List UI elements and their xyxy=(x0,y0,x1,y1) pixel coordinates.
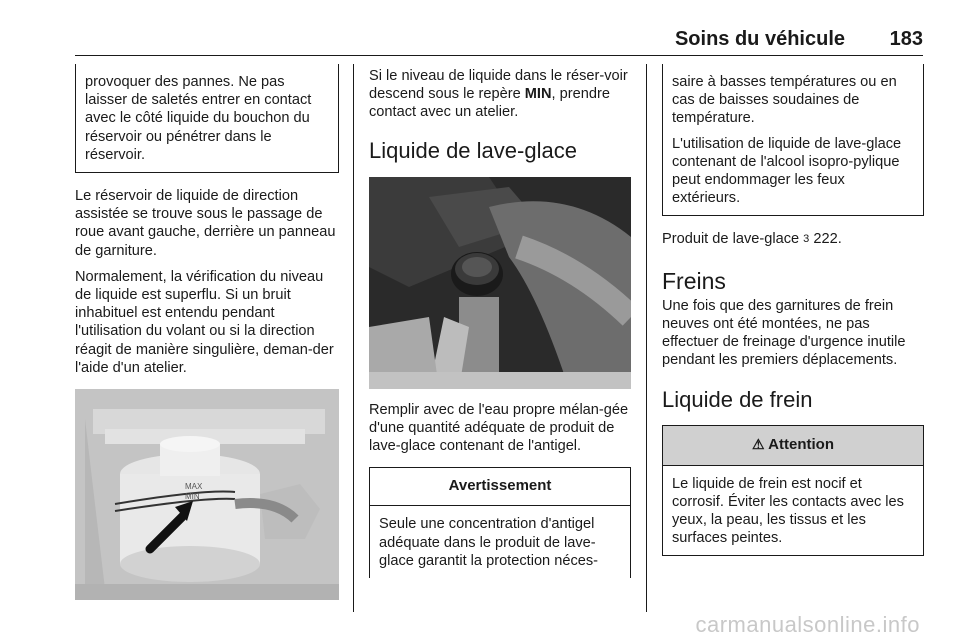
illustration-washer-reservoir xyxy=(369,177,631,389)
illustration-power-steering-reservoir xyxy=(75,389,339,600)
produit-reference xyxy=(662,230,924,249)
attention-box-body xyxy=(662,466,924,557)
min-text-before: Si le niveau de liquide dans le réser-voir descend sous le repère xyxy=(369,68,628,103)
watermark: carmanualsonline.info xyxy=(695,612,920,637)
heading-freins: Freins xyxy=(662,267,726,294)
paragraph-reservoir-location: Le réservoir de liquide de direction assistée se trouve sous le passage de roue avant gauche, derrière un panneau de garniture. xyxy=(75,188,336,259)
note-box-continued xyxy=(75,64,339,173)
page-header xyxy=(75,22,923,52)
heading-liquide-frein: Liquide de frein xyxy=(662,387,813,413)
section-title: Soins du véhicule xyxy=(674,28,845,50)
warning-continued-text: saire à basses températures ou en cas de baisses soudaines de température. xyxy=(672,74,897,127)
page-number: 183 xyxy=(889,28,923,50)
attention-text: Le liquide de frein est nocif et corrosif. Éviter les contacts avec les yeux, la peau, les tissus et les surfaces peintes. xyxy=(672,475,904,547)
header-rule xyxy=(75,55,923,57)
warning-box-text: Seule une concentration d'antigel adéquate dans le produit de lave-glace garantit la protection néces- xyxy=(379,516,599,569)
min-text-bold: MIN xyxy=(524,86,552,103)
note-box-text: provoquer des pannes. Ne pas laisser de saletés entrer en contact avec le côté liquide du bouchon du réservoir ou pénétrer dans le réservoir. xyxy=(85,74,312,163)
warning-alcohol-text: L'utilisation de liquide de lave-glace contenant de l'alcool isopro-pylique peut endommager les feux extérieurs. xyxy=(672,135,902,207)
produit-page-link[interactable]: 222. xyxy=(813,231,842,248)
column-2 xyxy=(369,67,631,578)
heading-lave-glace: Liquide de lave-glace xyxy=(369,137,577,163)
warning-box-title: Avertissement xyxy=(369,467,631,506)
washer-drawing xyxy=(369,177,631,389)
min-text-after: , prendre contact avec un atelier. xyxy=(369,86,610,121)
page-ref-icon: 3 xyxy=(803,233,810,246)
min-mark: MIN xyxy=(185,492,200,502)
column-3 xyxy=(662,64,924,556)
warning-box-body xyxy=(369,506,631,578)
paragraph-level-check: Normalement, la vérification du niveau de liquide est superflu. Si un bruit inhabituel est entendu pendant l'utilisation du volant ou si la direction réagit de manière singulière, deman-der l'aide d'un atelier. xyxy=(75,268,334,376)
column-divider-1 xyxy=(353,64,354,612)
column-divider-2 xyxy=(646,64,647,612)
attention-box-title xyxy=(662,425,924,465)
produit-reference-text: Produit de lave-glace xyxy=(662,231,800,248)
attention-title: Attention xyxy=(768,436,834,454)
paragraph-min-level xyxy=(369,67,631,122)
paragraph-freins: Une fois que des garnitures de frein neuves ont été montées, ne pas effectuer de freinage d'urgence inutile pendant les premiers déplacements. xyxy=(662,297,906,369)
warning-triangle-icon: ⚠ xyxy=(751,436,765,453)
reservoir-drawing xyxy=(75,389,339,600)
max-mark: MAX xyxy=(185,482,203,492)
paragraph-remplir: Remplir avec de l'eau propre mélan-gée d'une quantité adéquate de produit de lave-glace contenant de l'antigel. xyxy=(369,401,629,455)
warning-box-continued xyxy=(662,64,924,216)
column-1 xyxy=(75,64,339,600)
